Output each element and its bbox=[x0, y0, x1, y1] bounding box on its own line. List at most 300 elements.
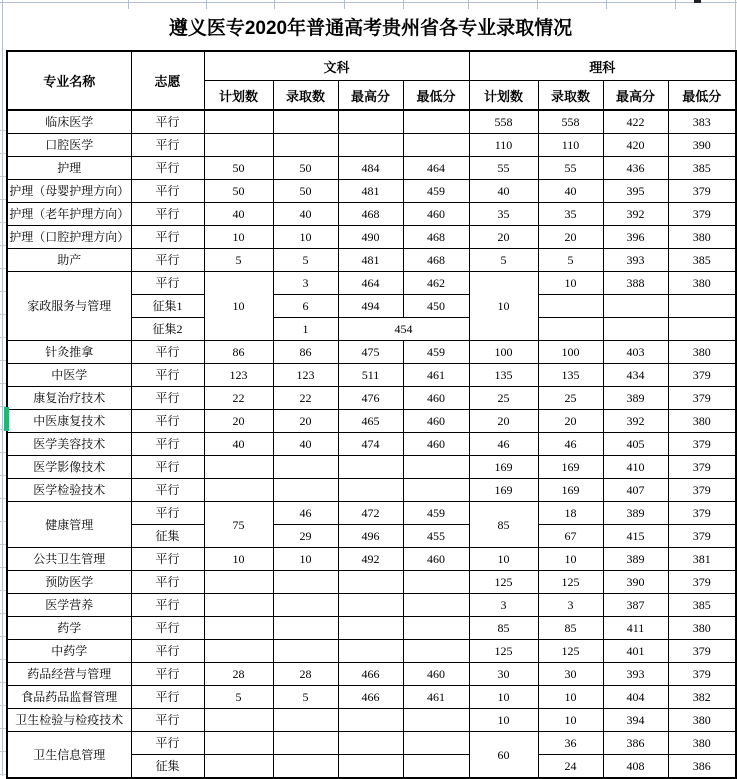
cell-value bbox=[273, 617, 338, 640]
cell-value: 36 bbox=[538, 732, 603, 755]
table-row bbox=[7, 341, 736, 364]
cell-value: 379 bbox=[668, 663, 736, 686]
cell-value: 383 bbox=[668, 110, 736, 134]
cell-value: 401 bbox=[603, 640, 668, 663]
cell-value: 5 bbox=[204, 686, 273, 709]
cell-value: 460 bbox=[403, 387, 469, 410]
cell-value bbox=[273, 640, 338, 663]
cell-value: 490 bbox=[338, 226, 403, 249]
cell-value: 395 bbox=[603, 180, 668, 203]
cell-value: 1 bbox=[273, 318, 338, 341]
cell-value: 396 bbox=[603, 226, 668, 249]
cell-value: 10 bbox=[538, 709, 603, 732]
cell-value: 380 bbox=[668, 272, 736, 295]
cell-value: 86 bbox=[273, 341, 338, 364]
cell-value: 558 bbox=[469, 110, 538, 134]
cell-value: 462 bbox=[403, 272, 469, 295]
cell-value: 85 bbox=[469, 502, 538, 548]
cell-value: 86 bbox=[204, 341, 273, 364]
cell-value bbox=[668, 295, 736, 318]
cell-value: 382 bbox=[668, 686, 736, 709]
cell-value: 20 bbox=[469, 410, 538, 433]
cell-value: 436 bbox=[603, 157, 668, 180]
cell-value bbox=[338, 755, 403, 779]
cell-value: 379 bbox=[668, 387, 736, 410]
page-title: 遵义医专2020年普通高考贵州省各专业录取情况 bbox=[168, 18, 573, 39]
cell-value bbox=[273, 594, 338, 617]
cell-value: 135 bbox=[469, 364, 538, 387]
cell-value: 40 bbox=[204, 203, 273, 226]
cell-value bbox=[403, 755, 469, 779]
cell-value bbox=[273, 732, 338, 755]
cell-major: 医学营养 bbox=[7, 594, 131, 617]
cell-value: 10 bbox=[469, 548, 538, 571]
header-sub-liberal-2: 最高分 bbox=[338, 81, 403, 111]
cell-volunteer: 平行 bbox=[131, 203, 204, 226]
cell-value: 386 bbox=[603, 732, 668, 755]
cell-value: 461 bbox=[403, 686, 469, 709]
cell-value: 10 bbox=[538, 548, 603, 571]
cell-value: 459 bbox=[403, 502, 469, 525]
cell-value bbox=[338, 594, 403, 617]
cell-value bbox=[338, 732, 403, 755]
cell-value: 394 bbox=[603, 709, 668, 732]
cell-value: 454 bbox=[338, 318, 469, 341]
cell-value: 135 bbox=[538, 364, 603, 387]
table-row bbox=[7, 571, 736, 594]
cell-value: 460 bbox=[403, 548, 469, 571]
cell-value: 24 bbox=[538, 755, 603, 779]
cell-major: 助产 bbox=[7, 249, 131, 272]
cell-volunteer: 平行 bbox=[131, 548, 204, 571]
cell-volunteer: 平行 bbox=[131, 709, 204, 732]
cell-value: 379 bbox=[668, 479, 736, 502]
cell-value: 85 bbox=[538, 617, 603, 640]
header-sub-science-3: 最低分 bbox=[668, 81, 736, 111]
cell-value: 461 bbox=[403, 364, 469, 387]
row-selection-marker bbox=[4, 407, 9, 431]
cell-volunteer: 平行 bbox=[131, 226, 204, 249]
cell-value bbox=[204, 479, 273, 502]
cell-value: 60 bbox=[469, 732, 538, 779]
cell-value: 3 bbox=[538, 594, 603, 617]
table-row bbox=[7, 456, 736, 479]
cell-value: 460 bbox=[403, 433, 469, 456]
cell-value: 125 bbox=[538, 571, 603, 594]
cell-value: 20 bbox=[469, 226, 538, 249]
cell-value bbox=[338, 640, 403, 663]
cell-value bbox=[338, 110, 403, 134]
cell-value: 40 bbox=[273, 203, 338, 226]
table-row bbox=[7, 364, 736, 387]
cell-major: 医学检验技术 bbox=[7, 479, 131, 502]
cell-value: 40 bbox=[469, 180, 538, 203]
cell-value: 390 bbox=[603, 571, 668, 594]
cell-value: 379 bbox=[668, 364, 736, 387]
cell-major: 中医康复技术 bbox=[7, 410, 131, 433]
cell-major: 医学美容技术 bbox=[7, 433, 131, 456]
table-row bbox=[7, 548, 736, 571]
cell-value: 464 bbox=[338, 272, 403, 295]
cell-value: 5 bbox=[538, 249, 603, 272]
cell-value: 3 bbox=[469, 594, 538, 617]
cell-value: 40 bbox=[273, 433, 338, 456]
cell-value: 379 bbox=[668, 571, 736, 594]
cell-value: 50 bbox=[204, 157, 273, 180]
cell-value: 380 bbox=[668, 617, 736, 640]
cell-value bbox=[204, 755, 273, 779]
cell-value bbox=[204, 571, 273, 594]
cell-value: 484 bbox=[338, 157, 403, 180]
cell-value bbox=[403, 594, 469, 617]
cell-value: 10 bbox=[273, 226, 338, 249]
cell-value: 389 bbox=[603, 502, 668, 525]
cell-value: 403 bbox=[603, 341, 668, 364]
table-row bbox=[7, 617, 736, 640]
cell-value: 422 bbox=[603, 110, 668, 134]
cell-volunteer: 平行 bbox=[131, 686, 204, 709]
cell-major: 临床医学 bbox=[7, 110, 131, 134]
cell-value: 123 bbox=[204, 364, 273, 387]
cell-value bbox=[403, 617, 469, 640]
cell-major: 卫生检验与检疫技术 bbox=[7, 709, 131, 732]
cell-value: 468 bbox=[403, 226, 469, 249]
cell-value: 380 bbox=[668, 341, 736, 364]
cell-value: 466 bbox=[338, 663, 403, 686]
cell-volunteer: 征集2 bbox=[131, 318, 204, 341]
cell-value: 10 bbox=[204, 226, 273, 249]
cell-value: 10 bbox=[204, 548, 273, 571]
cell-value: 404 bbox=[603, 686, 668, 709]
cell-major: 康复治疗技术 bbox=[7, 387, 131, 410]
table-row bbox=[7, 249, 736, 272]
header-major: 专业名称 bbox=[7, 51, 131, 110]
cell-value: 379 bbox=[668, 640, 736, 663]
cell-major: 中医学 bbox=[7, 364, 131, 387]
cell-value bbox=[403, 571, 469, 594]
table-row bbox=[7, 479, 736, 502]
cell-value: 10 bbox=[469, 709, 538, 732]
cell-value bbox=[338, 479, 403, 502]
cell-value: 100 bbox=[469, 341, 538, 364]
cell-value: 125 bbox=[469, 571, 538, 594]
cell-value: 20 bbox=[273, 410, 338, 433]
cell-value: 558 bbox=[538, 110, 603, 134]
cell-value: 40 bbox=[538, 180, 603, 203]
cell-value bbox=[338, 571, 403, 594]
cell-value: 466 bbox=[338, 686, 403, 709]
cell-value: 420 bbox=[603, 134, 668, 157]
cell-value: 468 bbox=[338, 203, 403, 226]
cell-major: 卫生信息管理 bbox=[7, 732, 131, 779]
cell-value: 494 bbox=[338, 295, 403, 318]
cell-value bbox=[273, 110, 338, 134]
cell-value: 379 bbox=[668, 456, 736, 479]
cell-volunteer: 平行 bbox=[131, 134, 204, 157]
cell-value: 389 bbox=[603, 548, 668, 571]
cell-value bbox=[403, 456, 469, 479]
table-header bbox=[7, 51, 736, 110]
table-row bbox=[7, 502, 736, 525]
cell-volunteer: 平行 bbox=[131, 272, 204, 295]
cell-value: 389 bbox=[603, 387, 668, 410]
cell-value bbox=[403, 732, 469, 755]
table-body bbox=[7, 110, 736, 778]
cell-value: 28 bbox=[273, 663, 338, 686]
cell-value: 6 bbox=[273, 295, 338, 318]
cell-value bbox=[403, 134, 469, 157]
cell-value bbox=[273, 709, 338, 732]
cell-value bbox=[204, 617, 273, 640]
sheet-gridline-horizontal bbox=[0, 2, 737, 3]
cell-value: 379 bbox=[668, 502, 736, 525]
cell-volunteer: 平行 bbox=[131, 180, 204, 203]
table-row bbox=[7, 640, 736, 663]
cell-value: 392 bbox=[603, 203, 668, 226]
table-row bbox=[7, 110, 736, 134]
cell-volunteer: 平行 bbox=[131, 456, 204, 479]
header-group-science: 理科 bbox=[469, 51, 736, 81]
cell-value: 468 bbox=[403, 249, 469, 272]
cell-value: 169 bbox=[538, 456, 603, 479]
cell-value: 379 bbox=[668, 203, 736, 226]
cell-major: 公共卫生管理 bbox=[7, 548, 131, 571]
cell-value: 10 bbox=[538, 272, 603, 295]
cell-value: 455 bbox=[403, 525, 469, 548]
cell-major: 针灸推拿 bbox=[7, 341, 131, 364]
cell-value bbox=[403, 640, 469, 663]
cell-major: 中药学 bbox=[7, 640, 131, 663]
cell-value bbox=[273, 755, 338, 779]
cell-value bbox=[273, 479, 338, 502]
cell-volunteer: 平行 bbox=[131, 617, 204, 640]
clipped-text-fragment bbox=[694, 0, 701, 3]
cell-value: 5 bbox=[204, 249, 273, 272]
cell-value: 169 bbox=[469, 456, 538, 479]
cell-volunteer: 平行 bbox=[131, 571, 204, 594]
cell-value: 5 bbox=[273, 249, 338, 272]
table-row bbox=[7, 663, 736, 686]
cell-value bbox=[204, 709, 273, 732]
cell-value: 388 bbox=[603, 272, 668, 295]
cell-value: 464 bbox=[403, 157, 469, 180]
cell-value: 28 bbox=[204, 663, 273, 686]
cell-value: 125 bbox=[469, 640, 538, 663]
cell-value: 55 bbox=[469, 157, 538, 180]
table-row bbox=[7, 203, 736, 226]
cell-volunteer: 平行 bbox=[131, 387, 204, 410]
cell-value bbox=[538, 318, 603, 341]
table-row bbox=[7, 157, 736, 180]
cell-volunteer: 平行 bbox=[131, 110, 204, 134]
cell-value: 18 bbox=[538, 502, 603, 525]
cell-value: 10 bbox=[273, 548, 338, 571]
cell-value: 50 bbox=[273, 157, 338, 180]
cell-value: 110 bbox=[469, 134, 538, 157]
cell-value: 385 bbox=[668, 249, 736, 272]
cell-value: 386 bbox=[668, 755, 736, 779]
cell-value: 46 bbox=[538, 433, 603, 456]
cell-volunteer: 平行 bbox=[131, 341, 204, 364]
cell-value: 407 bbox=[603, 479, 668, 502]
cell-value: 20 bbox=[538, 410, 603, 433]
cell-value bbox=[273, 571, 338, 594]
cell-major: 口腔医学 bbox=[7, 134, 131, 157]
cell-value: 85 bbox=[469, 617, 538, 640]
cell-value: 492 bbox=[338, 548, 403, 571]
cell-value: 381 bbox=[668, 548, 736, 571]
table-row bbox=[7, 686, 736, 709]
cell-volunteer: 平行 bbox=[131, 640, 204, 663]
cell-value bbox=[204, 134, 273, 157]
cell-value: 35 bbox=[538, 203, 603, 226]
table-row bbox=[7, 272, 736, 295]
cell-volunteer: 平行 bbox=[131, 732, 204, 755]
cell-value: 481 bbox=[338, 180, 403, 203]
cell-value: 393 bbox=[603, 663, 668, 686]
cell-value: 392 bbox=[603, 410, 668, 433]
cell-value: 125 bbox=[538, 640, 603, 663]
cell-value bbox=[538, 295, 603, 318]
cell-value: 25 bbox=[538, 387, 603, 410]
cell-major: 食品药品监督管理 bbox=[7, 686, 131, 709]
cell-value: 169 bbox=[538, 479, 603, 502]
header-sub-science-1: 录取数 bbox=[538, 81, 603, 111]
cell-value: 55 bbox=[538, 157, 603, 180]
header-sub-science-2: 最高分 bbox=[603, 81, 668, 111]
cell-value: 476 bbox=[338, 387, 403, 410]
cell-major: 护理（老年护理方向） bbox=[7, 203, 131, 226]
cell-value: 35 bbox=[469, 203, 538, 226]
cell-major: 预防医学 bbox=[7, 571, 131, 594]
cell-value: 110 bbox=[538, 134, 603, 157]
cell-value: 380 bbox=[668, 410, 736, 433]
cell-value bbox=[668, 318, 736, 341]
cell-value bbox=[338, 456, 403, 479]
cell-value bbox=[338, 617, 403, 640]
admission-table bbox=[6, 50, 737, 779]
cell-value bbox=[204, 732, 273, 755]
cell-value: 434 bbox=[603, 364, 668, 387]
cell-value: 50 bbox=[273, 180, 338, 203]
table-row bbox=[7, 180, 736, 203]
cell-volunteer: 平行 bbox=[131, 364, 204, 387]
cell-major: 护理（口腔护理方向） bbox=[7, 226, 131, 249]
cell-value: 405 bbox=[603, 433, 668, 456]
cell-value bbox=[603, 318, 668, 341]
header-sub-science-0: 计划数 bbox=[469, 81, 538, 111]
cell-value: 20 bbox=[538, 226, 603, 249]
table-row bbox=[7, 226, 736, 249]
header-group-liberal-arts: 文科 bbox=[204, 51, 469, 81]
cell-value: 387 bbox=[603, 594, 668, 617]
cell-value: 380 bbox=[668, 226, 736, 249]
cell-value: 415 bbox=[603, 525, 668, 548]
cell-value bbox=[204, 110, 273, 134]
cell-value bbox=[204, 456, 273, 479]
cell-volunteer: 平行 bbox=[131, 594, 204, 617]
cell-volunteer: 征集 bbox=[131, 525, 204, 548]
cell-value: 390 bbox=[668, 134, 736, 157]
cell-value bbox=[403, 709, 469, 732]
table-row bbox=[7, 134, 736, 157]
cell-value: 25 bbox=[469, 387, 538, 410]
cell-volunteer: 平行 bbox=[131, 479, 204, 502]
cell-value: 30 bbox=[469, 663, 538, 686]
cell-value: 50 bbox=[204, 180, 273, 203]
cell-value: 450 bbox=[403, 295, 469, 318]
cell-value: 67 bbox=[538, 525, 603, 548]
cell-volunteer: 平行 bbox=[131, 502, 204, 525]
cell-value: 30 bbox=[538, 663, 603, 686]
cell-major: 健康管理 bbox=[7, 502, 131, 548]
cell-volunteer: 平行 bbox=[131, 157, 204, 180]
cell-value: 465 bbox=[338, 410, 403, 433]
cell-major: 药品经营与管理 bbox=[7, 663, 131, 686]
cell-volunteer: 平行 bbox=[131, 663, 204, 686]
cell-major: 药学 bbox=[7, 617, 131, 640]
table-row bbox=[7, 594, 736, 617]
cell-value: 123 bbox=[273, 364, 338, 387]
cell-value: 379 bbox=[668, 433, 736, 456]
cell-value: 3 bbox=[273, 272, 338, 295]
cell-value bbox=[273, 134, 338, 157]
cell-value: 46 bbox=[273, 502, 338, 525]
cell-value: 459 bbox=[403, 180, 469, 203]
cell-value: 385 bbox=[668, 594, 736, 617]
cell-value: 460 bbox=[403, 410, 469, 433]
cell-value: 380 bbox=[668, 732, 736, 755]
cell-value: 5 bbox=[469, 249, 538, 272]
header-sub-liberal-0: 计划数 bbox=[204, 81, 273, 111]
cell-value: 393 bbox=[603, 249, 668, 272]
cell-volunteer: 平行 bbox=[131, 249, 204, 272]
cell-volunteer: 征集1 bbox=[131, 295, 204, 318]
cell-value: 10 bbox=[538, 686, 603, 709]
cell-value: 379 bbox=[668, 180, 736, 203]
cell-value: 411 bbox=[603, 617, 668, 640]
table-row bbox=[7, 732, 736, 755]
table-row bbox=[7, 433, 736, 456]
cell-value bbox=[338, 709, 403, 732]
cell-value bbox=[204, 640, 273, 663]
cell-value: 459 bbox=[403, 341, 469, 364]
cell-value: 10 bbox=[204, 272, 273, 341]
cell-major: 医学影像技术 bbox=[7, 456, 131, 479]
cell-value: 46 bbox=[469, 433, 538, 456]
cell-volunteer: 平行 bbox=[131, 410, 204, 433]
header-sub-liberal-3: 最低分 bbox=[403, 81, 469, 111]
cell-value: 481 bbox=[338, 249, 403, 272]
cell-volunteer: 征集 bbox=[131, 755, 204, 779]
cell-value bbox=[403, 479, 469, 502]
cell-value bbox=[603, 295, 668, 318]
cell-volunteer: 平行 bbox=[131, 433, 204, 456]
cell-value: 474 bbox=[338, 433, 403, 456]
cell-value: 460 bbox=[403, 663, 469, 686]
cell-value: 385 bbox=[668, 157, 736, 180]
cell-value: 40 bbox=[204, 433, 273, 456]
cell-value: 22 bbox=[204, 387, 273, 410]
cell-value: 380 bbox=[668, 709, 736, 732]
cell-value: 22 bbox=[273, 387, 338, 410]
cell-value: 475 bbox=[338, 341, 403, 364]
cell-major: 家政服务与管理 bbox=[7, 272, 131, 341]
cell-value: 472 bbox=[338, 502, 403, 525]
header-sub-liberal-1: 录取数 bbox=[273, 81, 338, 111]
cell-value bbox=[403, 110, 469, 134]
cell-major: 护理（母婴护理方向） bbox=[7, 180, 131, 203]
